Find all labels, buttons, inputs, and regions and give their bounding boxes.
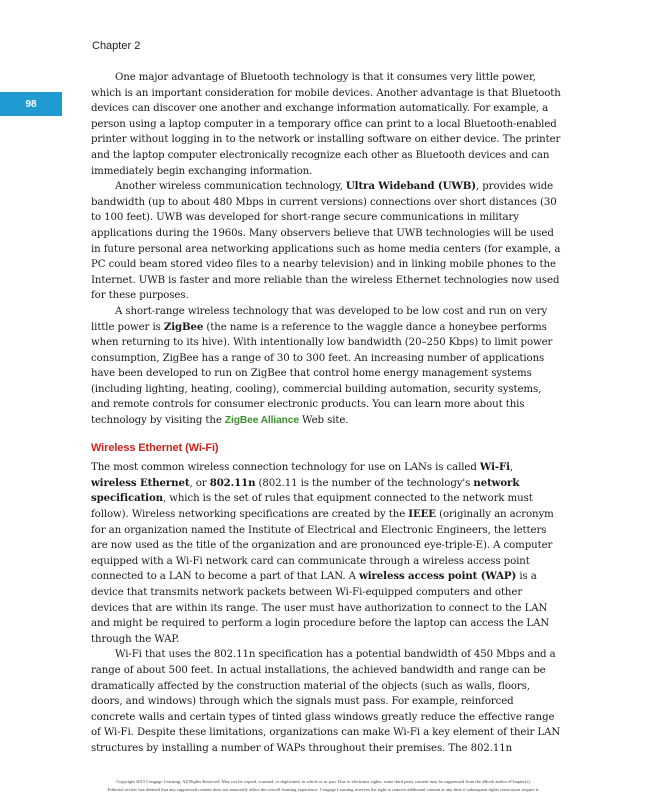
copyright-footer — [0, 778, 647, 794]
text-run: , or — [189, 477, 210, 489]
key-term-wifi: Wi-Fi — [479, 461, 510, 474]
text-run: (originally an acronym for an organization named the Institute of Electrical and Electronic Engineers, the letters are now used as the title of the organization and are pronounced eye-triple-E). A computer equipped with a Wi-Fi network card can communicate through a wireless access point connected to a LAN to become a part of that LAN. A — [91, 509, 554, 583]
paragraph-zigbee — [91, 304, 561, 429]
paragraph-wifi — [91, 460, 561, 647]
key-term-wap: wireless access point (WAP) — [359, 570, 517, 583]
chapter-label: Chapter 2 — [92, 40, 141, 52]
key-term-wireless-ethernet: wireless Ethernet — [91, 476, 190, 489]
text-run: Another wireless communication technology, — [115, 181, 346, 193]
text-run: , which is the set of rules that equipment connected to the network must follow). Wireless networking specifications are created by the — [91, 493, 533, 521]
key-term-802-11n: 802.11n — [209, 476, 256, 489]
zigbee-alliance-link[interactable]: ZigBee Alliance — [224, 415, 299, 427]
text-run: Web site. — [298, 415, 349, 427]
key-term-ieee: IEEE — [408, 508, 436, 521]
text-run: , — [509, 462, 514, 474]
page-body — [91, 70, 561, 757]
text-run: (802.11 is the number of the technology's — [255, 477, 474, 489]
text-run: is a device that transmits network packets between Wi-Fi-equipped computers and other devices that are within its range. The user must have authorization to connect to the LAN and might be required to perform a login procedure before the laptop can access the LAN through the WAP. — [91, 571, 550, 645]
page-number-tab: 98 — [0, 92, 62, 116]
text-run: A short-range wireless technology that was developed to be low cost and run on very little power is — [91, 305, 548, 333]
text-run: The most common wireless connection technology for use on LANs is called — [91, 462, 480, 474]
copyright-line-1: Copyright 2015 Cengage Learning. All Rights Reserved. May not be copied, scanned, or duplicated, in whole or in part. Due to electronic rights, some third party content may be suppressed from the eBook and/or eChapter(s). — [116, 779, 531, 784]
copyright-line-2: Editorial review has deemed that any suppressed content does not materially affect the overall learning experience. Cengage Learning reserves the right to remove additional content at any time if subsequent rights restrictions require it. — [107, 787, 540, 792]
key-term-zigbee: ZigBee — [163, 320, 204, 333]
text-run: , provides wide bandwidth (up to about 480 Mbps in current versions) connections over short distances (30 to 100 feet). UWB was developed for short-range secure communications in military applications during the 1960s. Many observers believe that UWB technologies will be used in future personal area networking applications such as home media centers (for example, a PC could beam stored video files to a nearby television) and in linking mobile phones to the Internet. UWB is faster and more reliable than the wireless Ethernet technologies now used for these purposes. — [91, 181, 561, 302]
key-term-uwb: Ultra Wideband (UWB) — [345, 180, 476, 193]
text-run: (the name is a reference to the waggle dance a honeybee performs when returning to its hive). With intentionally low bandwidth (20–250 Kbps) to limit power consumption, ZigBee has a range of 30 to 300 feet. An increasing number of applications have been developed to run on ZigBee that control home energy management systems (including lighting, heating, cooling), commercial building automation, security systems, and remote controls for consumer electronic products. You can learn more about this technology by visiting the — [91, 321, 553, 427]
key-term-network-specification: network specification — [91, 476, 520, 505]
paragraph-uwb — [91, 179, 561, 304]
paragraph-wifi-bandwidth: Wi-Fi that uses the 802.11n specification has a potential bandwidth of 450 Mbps and a range of about 500 feet. In actual installations, the achieved bandwidth and range can be dramatically affected by the construction material of the objects (such as walls, floors, doors, and windows) through which the signals must pass. For example, reinforced concrete walls and certain types of tinted glass windows greatly reduce the effective range of Wi-Fi. Despite these limitations, organizations can make Wi-Fi a key element of their LAN structures by installing a number of WAPs throughout their premises. The 802.11n — [91, 649, 561, 754]
paragraph-bluetooth: One major advantage of Bluetooth technology is that it consumes very little power, which is an important consideration for mobile devices. Another advantage is that Bluetooth devices can discover one another and exchange information automatically. For example, a person using a laptop computer in a temporary office can print to a local Bluetooth-enabled printer without logging in to the network or installing software on either device. The printer and the laptop computer electronically recognize each other as Bluetooth devices and can immediately begin exchanging information. — [91, 72, 561, 177]
section-heading-wifi: Wireless Ethernet (Wi-Fi) — [91, 441, 219, 454]
